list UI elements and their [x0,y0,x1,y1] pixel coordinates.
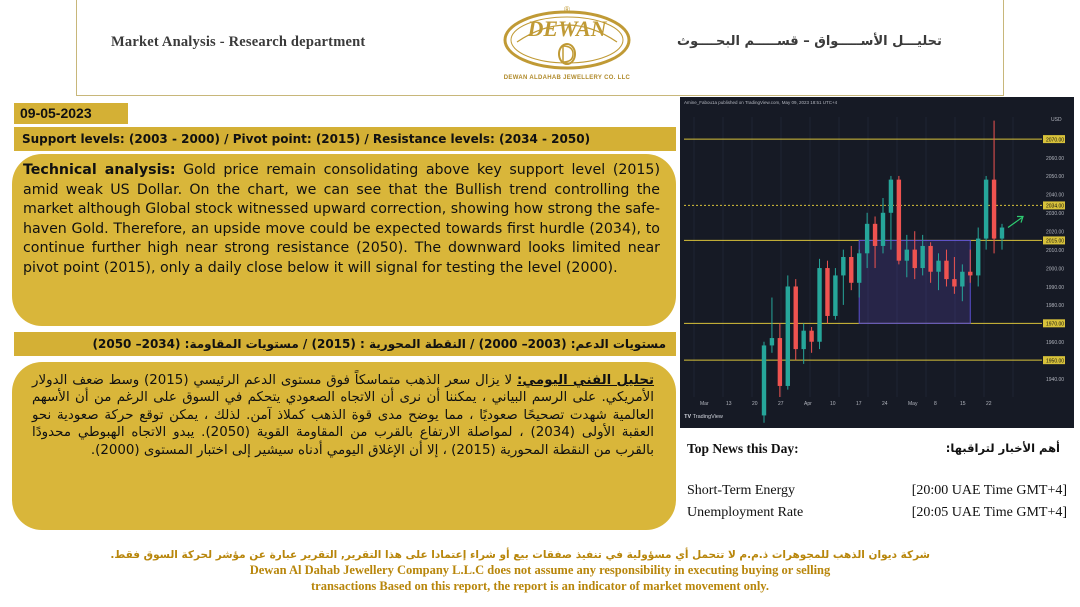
projection-arrow [1008,218,1022,228]
time-tick: 8 [934,401,937,407]
candle-body [897,180,901,261]
levels-banner-en: Support levels: (2003 - 2000) / Pivot point: (2015) / Resistance levels: (2034 - 2050) [14,127,676,151]
candle-body [905,250,909,261]
time-tick: 13 [726,401,732,407]
price-tick: 2010.00 [1046,247,1065,254]
price-tick: 2020.00 [1046,229,1065,236]
candle-body [794,286,798,349]
price-tick: 1960.00 [1046,340,1065,347]
news-title-en: Top News this Day: [687,441,799,456]
analysis-en-label: Technical analysis: [23,162,176,178]
candle-body [857,253,861,282]
candle-body [833,275,837,316]
news-time: [20:00 UAE Time GMT+4] [911,483,1067,498]
candle-body [960,272,964,287]
time-tick: 17 [856,401,862,407]
price-chart[interactable] [680,97,1074,428]
disclaimer-ar: شركة ديوان الذهب للمجوهرات ذ.م.م لا تتحمل أي مسؤولية في تنفيذ صفقات بيع أو شراء إعتمادا على هذا التقرير, التقرير عبارة عن مؤشر لحركة السوق فقط. [110,549,930,561]
candle-body [936,261,940,272]
news-event: Short-Term Energy [687,483,796,498]
candle-body [1000,228,1004,239]
candle-body [968,272,972,276]
price-tick: 2030.00 [1046,211,1065,218]
candle-body [873,224,877,246]
price-tick: 2060.00 [1046,155,1065,162]
price-tick: 2040.00 [1046,192,1065,199]
news-event: Unemployment Rate [687,505,804,520]
price-tick: 1980.00 [1046,303,1065,310]
candle-body [944,261,948,279]
time-tick: Mar [700,401,709,407]
candle-body [976,239,980,276]
candle-body [913,250,917,268]
dewan-logo [477,4,657,88]
time-tick: Apr [804,401,812,407]
analysis-ar-label: تحليل الفني اليومي: [517,373,655,388]
news-item [687,505,1067,523]
technical-analysis-en [12,154,676,326]
time-tick: 20 [752,401,758,407]
time-tick: 10 [830,401,836,407]
candle-body [825,268,829,316]
candle-body [881,213,885,246]
logo-company-name: DEWAN ALDAHAB JEWELLERY CO. LLC [503,75,631,81]
candle-body [841,257,845,275]
header-title-en: Market Analysis - Research department [111,34,366,50]
tradingview-icon: 𝐓𝐕 [684,414,693,420]
candle-body [801,331,805,349]
candle-body [952,279,956,286]
time-tick: 22 [986,401,992,407]
time-tick: 24 [882,401,888,407]
news-item [687,483,1067,501]
disclaimer-en-line1: Dewan Al Dahab Jewellery Company L.L.C does not assume any responsibility in executing buying or selling [249,563,831,577]
candle-body [817,268,821,342]
news-time: [20:05 UAE Time GMT+4] [911,505,1067,520]
price-tick: 2050.00 [1046,174,1065,181]
price-tick: 1950.00 [1046,358,1065,365]
candle-body [992,180,996,239]
candlestick-chart[interactable] [680,97,1074,428]
price-tick: 1970.00 [1046,321,1065,328]
header-title-ar: تحليـــل الأســـــواق – قســـــم البحــــوث [677,34,942,49]
time-tick: 27 [778,401,784,407]
analysis-ar-body: لا يزال سعر الذهب متماسكاً فوق مستوى الدعم الرئيسي (2015) وسط ضعف الدولار الأمريكي. على الرسم البياني ، يمكننا أن نرى أن الاتجاه الصعودي يتحكم في السوق على الرغم من أن الأسهم العالمية شهدت تصحيحًا صعوديًا ، مما يوضح مدى قوة الذهب كملاذ آمن. لذلك ، يمكن توقع حركة صعودية نحو العقبة الأولى (2034) ، لمواصلة الارتفاع بالقرب من المقاومة القوية (2050). يبدو الاتجاه الهبوطي محدودًا بالقرب من النقطة المحورية (2015) ، إلا أن الإغلاق اليومي أدناه سيشير إلى اختبار المستوى (2000). [32,373,654,458]
tradingview-brand: 𝐓𝐕 TradingView [684,414,723,420]
candle-body [778,338,782,386]
report-header [76,0,1004,96]
price-tick: 1940.00 [1046,376,1065,383]
price-tick: 2070.00 [1046,137,1065,144]
disclaimer [110,548,930,594]
technical-analysis-ar [12,362,676,530]
candle-body [920,246,924,268]
price-tick: 2034.00 [1046,203,1065,210]
candle-body [865,224,869,253]
time-tick: 15 [960,401,966,407]
disclaimer-en-line2: transactions Based on this report, the report is an indicator of market movement only. [311,579,769,593]
dewan-logo-icon [477,4,657,76]
chart-caption: Amine_Fabou1a published on TradingView.com, May 09, 2023 18:51 UTC+4 [684,100,838,105]
price-tick: 2000.00 [1046,266,1065,273]
candle-body [762,345,766,415]
news-title-ar: أهم الأخبار لتراقبها: [945,441,1060,455]
price-tick: 1990.00 [1046,284,1065,291]
currency-label: USD [1051,117,1062,123]
logo-word: DEWAN [527,16,607,41]
registered-mark: ® [564,5,570,14]
analysis-en-body: Gold price remain consolidating above key support level (2015) amid weak US Dollar. On the chart, we can see that the Bullish trend controlling the market although Global stock witnessed upward correction, showing how strong the safe-haven Gold. Therefore, an upside move could be expected towards first hurdle (2034), to continue further high near strong resistance (2050). The downward looks limited near pivot point (2015), only a daily close below it will signal for testing the level (2000). [23,162,661,276]
candle-body [984,180,988,239]
candle-body [928,246,932,272]
time-tick: May [908,401,918,407]
price-tick: 2015.00 [1046,238,1065,245]
candle-body [809,331,813,342]
candle-body [770,338,774,345]
levels-banner-ar: مستويات الدعم: (2003– 2000) / النقطة المحورية : (2015) / مستويات المقاومة: (2034– 2050) [14,332,676,356]
candle-body [849,257,853,283]
candle-body [786,286,790,385]
candle-body [889,180,893,213]
report-date: 09-05-2023 [14,103,128,124]
